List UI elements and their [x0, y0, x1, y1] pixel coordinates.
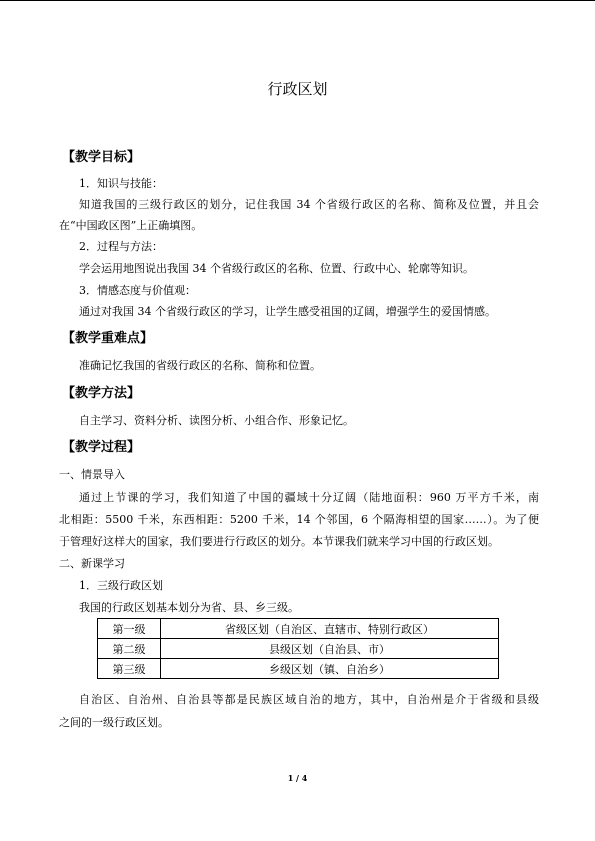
table-row — [98, 619, 499, 639]
methods-text: 自主学习、资料分析、读图分析、小组合作、形象记忆。 — [79, 414, 354, 427]
goals-item3-text: 通过对我国 34 个省级行政区的学习，让学生感受祖国的辽阔，增强学生的爱国情感。 — [79, 305, 496, 318]
process-heading: 【教学过程】 — [62, 440, 141, 455]
table-cell-level: 第一级 — [98, 619, 161, 639]
goals-item2-text: 学会运用地图说出我国 34 个省级行政区的名称、位置、行政中心、轮廓等知识。 — [79, 262, 474, 275]
page-title: 行政区划 — [267, 80, 328, 98]
table-cell-desc: 乡级区划（镇、自治乡） — [161, 659, 499, 679]
after-table-text-cont: 之间的一级行政区划。 — [59, 716, 169, 729]
goals-item1-title: 1．知识与技能： — [79, 177, 163, 190]
process-part2-title: 二、新课学习 — [59, 557, 125, 570]
goals-item1-text-cont: 在“中国政区图”上正确填图。 — [59, 219, 203, 232]
process-sub1-text: 我国的行政区划基本划分为省、县、乡三级。 — [79, 601, 299, 614]
process-part1-text-end: 于管理好这样大的国家，我们要进行行政区的划分。本节课我们就来学习中国的行政区划。 — [59, 535, 499, 548]
goals-item3-title: 3．情感态度与价值观： — [79, 284, 196, 297]
process-part1-text: 通过上节课的学习，我们知道了中国的疆域十分辽阔（陆地面积：960 万平方千米，南 — [79, 491, 539, 504]
table-cell-desc: 县级区划（自治县、市） — [161, 639, 499, 659]
table-cell-level: 第三级 — [98, 659, 161, 679]
goals-item2-title: 2．过程与方法： — [79, 240, 163, 253]
process-part1-title: 一、情景导入 — [59, 468, 125, 481]
after-table-text: 自治区、自治州、自治县等都是民族区域自治的地方，其中，自治州是介于省级和县级 — [79, 693, 539, 706]
table-cell-level: 第二级 — [98, 639, 161, 659]
table-row — [98, 639, 499, 659]
goals-heading: 【教学目标】 — [62, 150, 141, 165]
key-points-text: 准确记忆我国的省级行政区的名称、简称和位置。 — [79, 359, 321, 372]
process-sub1-title: 1．三级行政区划 — [79, 579, 163, 592]
process-part1-text-cont: 北相距：5500 千米，东西相距：5200 千米，14 个邻国，6 个隔海相望的国家……）。为了便 — [59, 513, 539, 526]
header-rule — [0, 0, 595, 1]
page-number: 1 / 4 — [287, 773, 308, 783]
key-points-heading: 【教学重难点】 — [62, 331, 154, 346]
table-row — [98, 659, 499, 679]
admin-levels-table — [97, 618, 499, 679]
methods-heading: 【教学方法】 — [62, 386, 141, 401]
table-cell-desc: 省级区划（自治区、直辖市、特别行政区） — [161, 619, 499, 639]
goals-item1-text: 知道我国的三级行政区的划分，记住我国 34 个省级行政区的名称、简称及位置，并且会 — [79, 198, 539, 211]
